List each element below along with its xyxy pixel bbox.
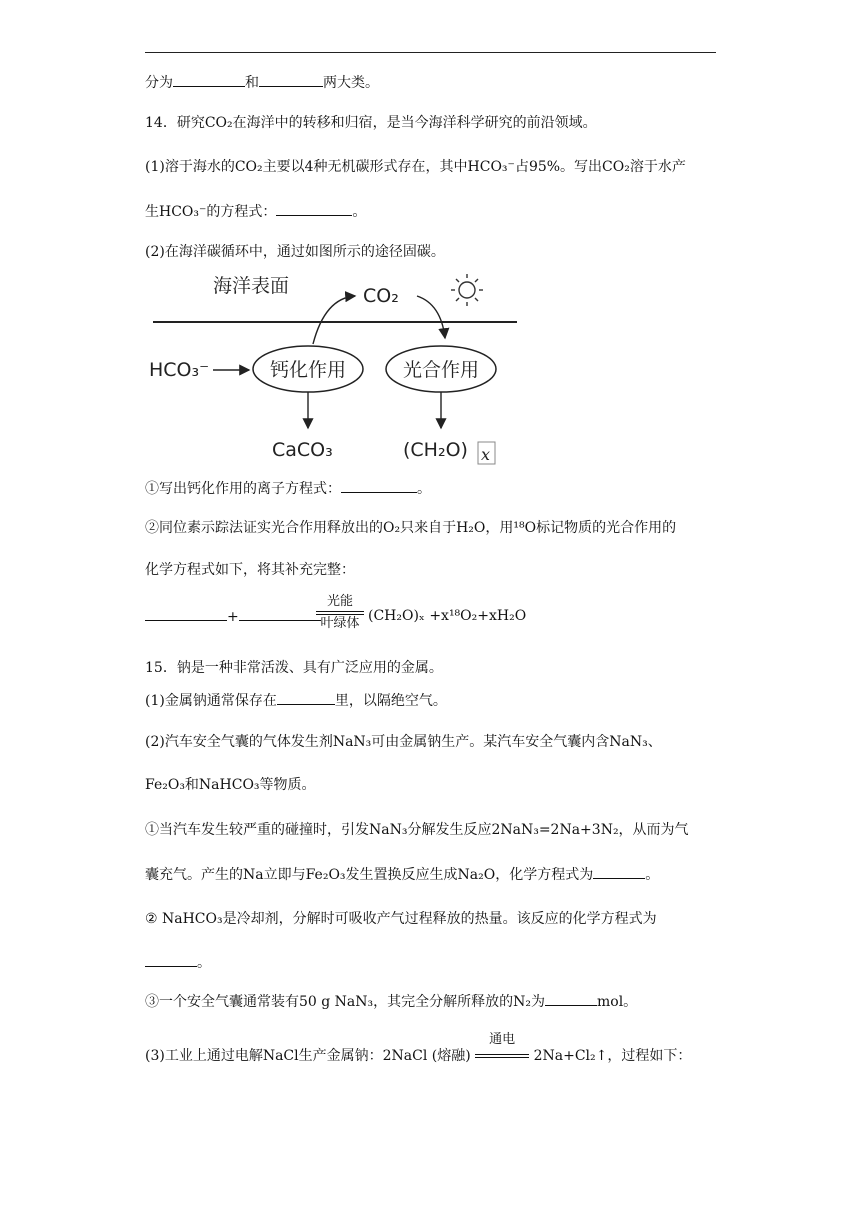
condition-bottom: 叶绿体 bbox=[320, 616, 360, 631]
q15-s2a: ② NaHCO₃是冷却剂，分解时可吸收产气过程释放的热量。该反应的化学方程式为 bbox=[145, 911, 657, 927]
q14-p2: (2)在海洋碳循环中，通过如图所示的途径固碳。 bbox=[145, 244, 445, 260]
calcification-label: 钙化作用 bbox=[269, 359, 347, 381]
co2-label: CO₂ bbox=[363, 285, 399, 307]
electrolysis-condition bbox=[475, 1032, 529, 1066]
sun-icon bbox=[451, 274, 483, 306]
arrow-to-co2 bbox=[313, 296, 355, 344]
surface-label: 海洋表面 bbox=[213, 275, 290, 297]
q15-s3 bbox=[145, 991, 637, 1012]
q14-equation bbox=[145, 606, 321, 627]
text: 。 bbox=[197, 955, 211, 971]
q15-s1a: ①当汽车发生较严重的碰撞时，引发NaN₃分解发生反应2NaN₃=2Na+3N₂，从而为气 bbox=[145, 822, 689, 838]
caco3-label: CaCO₃ bbox=[272, 439, 333, 461]
arrow-from-co2 bbox=[417, 296, 445, 338]
answer-blank[interactable] bbox=[259, 72, 323, 87]
ch2o-subscript: x bbox=[481, 445, 491, 464]
hco3-label: HCO₃⁻ bbox=[149, 359, 210, 381]
reaction-condition bbox=[316, 594, 364, 632]
ch2o-label: (CH₂O) bbox=[403, 439, 468, 461]
text: 分为 bbox=[145, 75, 173, 91]
top-line bbox=[145, 72, 379, 93]
answer-blank[interactable] bbox=[277, 690, 335, 705]
condition-top: 通电 bbox=[489, 1032, 516, 1047]
q14-p1b bbox=[145, 201, 366, 222]
answer-blank[interactable] bbox=[545, 991, 597, 1006]
q14-s1 bbox=[145, 478, 431, 499]
text: 两大类。 bbox=[323, 75, 379, 91]
condition-top: 光能 bbox=[326, 594, 353, 609]
answer-blank[interactable] bbox=[341, 478, 417, 493]
text: 生HCO₃⁻的方程式： bbox=[145, 204, 277, 220]
text: 。 bbox=[417, 481, 431, 497]
q15-s2b bbox=[145, 952, 211, 973]
q14-s2b: 化学方程式如下，将其补充完整： bbox=[145, 562, 355, 578]
text: 。 bbox=[645, 867, 660, 883]
text: 囊充气。产生的Na立即与Fe₂O₃发生置换反应生成Na₂O，化学方程式为 bbox=[145, 867, 594, 883]
text: 。 bbox=[352, 204, 367, 220]
text: mol。 bbox=[597, 994, 638, 1010]
q14-title: 14．研究CO₂在海洋中的转移和归宿，是当今海洋科学研究的前沿领域。 bbox=[145, 115, 597, 131]
text: ③一个安全气囊通常装有50 g NaN₃，其完全分解所释放的N₂为 bbox=[145, 994, 545, 1010]
carbon-cycle-diagram bbox=[145, 268, 525, 468]
answer-blank[interactable] bbox=[276, 201, 352, 216]
text: (1)金属钠通常保存在 bbox=[145, 693, 277, 709]
q15-p2b: Fe₂O₃和NaHCO₃等物质。 bbox=[145, 777, 316, 793]
text: ①写出钙化作用的离子方程式： bbox=[145, 481, 341, 497]
text: 和 bbox=[245, 75, 259, 91]
equals-sign bbox=[316, 611, 364, 615]
answer-blank[interactable] bbox=[593, 864, 645, 879]
text: (3)工业上通过电解NaCl生产金属钠：2NaCl (熔融) bbox=[145, 1048, 471, 1064]
q15-p1 bbox=[145, 690, 447, 711]
q15-title: 15．钠是一种非常活泼、具有广泛应用的金属。 bbox=[145, 660, 443, 676]
q14-p1a: (1)溶于海水的CO₂主要以4种无机碳形式存在，其中HCO₃⁻占95%。写出CO₂溶于水产 bbox=[145, 159, 686, 175]
header-rule bbox=[145, 52, 716, 53]
q14-s2a: ②同位素示踪法证实光合作用释放出的O₂只来自于H₂O，用¹⁸O标记物质的光合作用的 bbox=[145, 520, 677, 536]
answer-blank[interactable] bbox=[145, 952, 197, 967]
q15-p3 bbox=[145, 1032, 692, 1066]
q15-p2a: (2)汽车安全气囊的气体发生剂NaN₃可由金属钠生产。某汽车安全气囊内含NaN₃、 bbox=[145, 734, 662, 750]
text: 里，以隔绝空气。 bbox=[334, 693, 447, 709]
text: 2Na+Cl₂↑，过程如下： bbox=[533, 1048, 692, 1064]
answer-blank[interactable] bbox=[173, 72, 245, 87]
q15-s1b bbox=[145, 864, 659, 885]
photosynthesis-label: 光合作用 bbox=[402, 359, 480, 381]
diagram-svg bbox=[145, 268, 525, 468]
text: + bbox=[227, 609, 239, 625]
eq-right: (CH₂O)ₓ +x¹⁸O₂+xH₂O bbox=[368, 608, 527, 624]
answer-blank[interactable] bbox=[239, 606, 321, 621]
equals-sign bbox=[475, 1054, 529, 1058]
answer-blank[interactable] bbox=[145, 606, 227, 621]
